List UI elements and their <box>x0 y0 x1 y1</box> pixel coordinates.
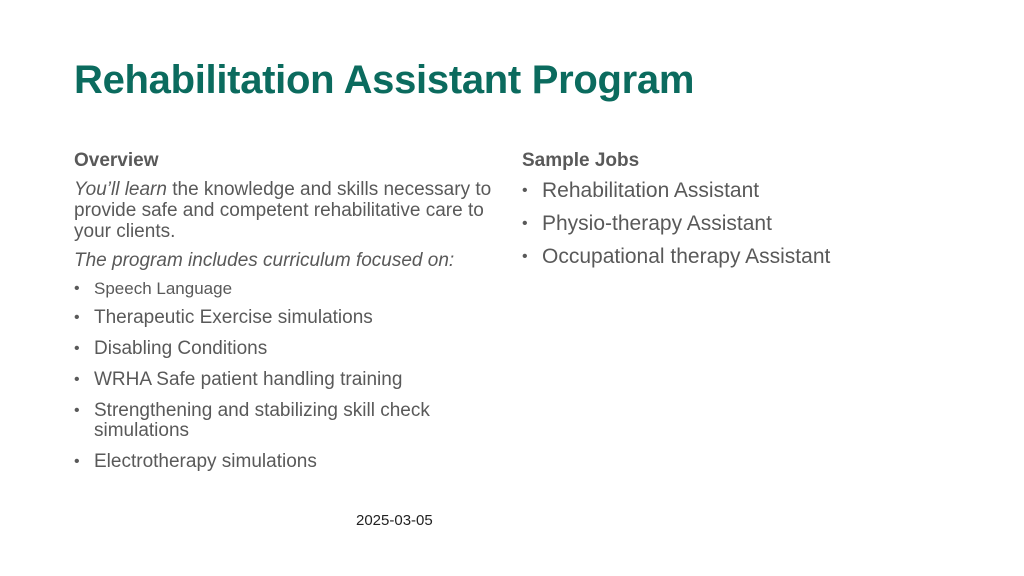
bullet-icon: • <box>522 248 528 265</box>
bullet-icon: • <box>74 402 80 419</box>
bullet-icon: • <box>74 371 80 388</box>
list-item <box>522 245 942 269</box>
bullet-icon: • <box>522 182 528 199</box>
jobs-heading: Sample Jobs <box>522 150 640 171</box>
list-item-text: Occupational therapy Assistant <box>542 245 831 268</box>
jobs-column <box>522 150 942 278</box>
list-item-text: Disabling Conditions <box>94 338 268 359</box>
overview-intro-italic: You’ll learn <box>74 179 167 200</box>
slide-title: Rehabilitation Assistant Program <box>74 58 695 102</box>
overview-intro <box>74 179 504 242</box>
list-item-text: Therapeutic Exercise simulations <box>94 307 373 328</box>
list-item-text: Speech Language <box>94 279 233 298</box>
list-item <box>74 308 504 328</box>
list-item <box>74 370 504 390</box>
list-item <box>522 212 942 236</box>
overview-intro-rest: the knowledge and skills necessary to provide safe and competent rehabilitative care to your clients. <box>74 179 492 242</box>
list-item <box>74 339 504 359</box>
curriculum-intro <box>74 250 504 271</box>
list-item-text: WRHA Safe patient handling training <box>94 369 403 390</box>
list-item <box>74 279 504 299</box>
overview-heading: Overview <box>74 150 159 171</box>
bullet-icon: • <box>522 215 528 232</box>
curriculum-list <box>74 279 504 472</box>
list-item-text: Strengthening and stabilizing skill check simulations <box>94 400 430 441</box>
list-item-text: Electrotherapy simulations <box>94 451 317 472</box>
bullet-icon: • <box>74 280 80 297</box>
overview-column <box>74 150 504 483</box>
list-item <box>74 452 504 472</box>
curriculum-intro-text: The program includes curriculum focused on: <box>74 250 455 271</box>
jobs-list <box>522 179 942 269</box>
bullet-icon: • <box>74 309 80 326</box>
list-item <box>522 179 942 203</box>
list-item-text: Physio-therapy Assistant <box>542 212 772 235</box>
list-item <box>74 401 504 441</box>
bullet-icon: • <box>74 453 80 470</box>
list-item-text: Rehabilitation Assistant <box>542 179 760 202</box>
slide-date: 2025-03-05 <box>356 512 433 529</box>
bullet-icon: • <box>74 340 80 357</box>
